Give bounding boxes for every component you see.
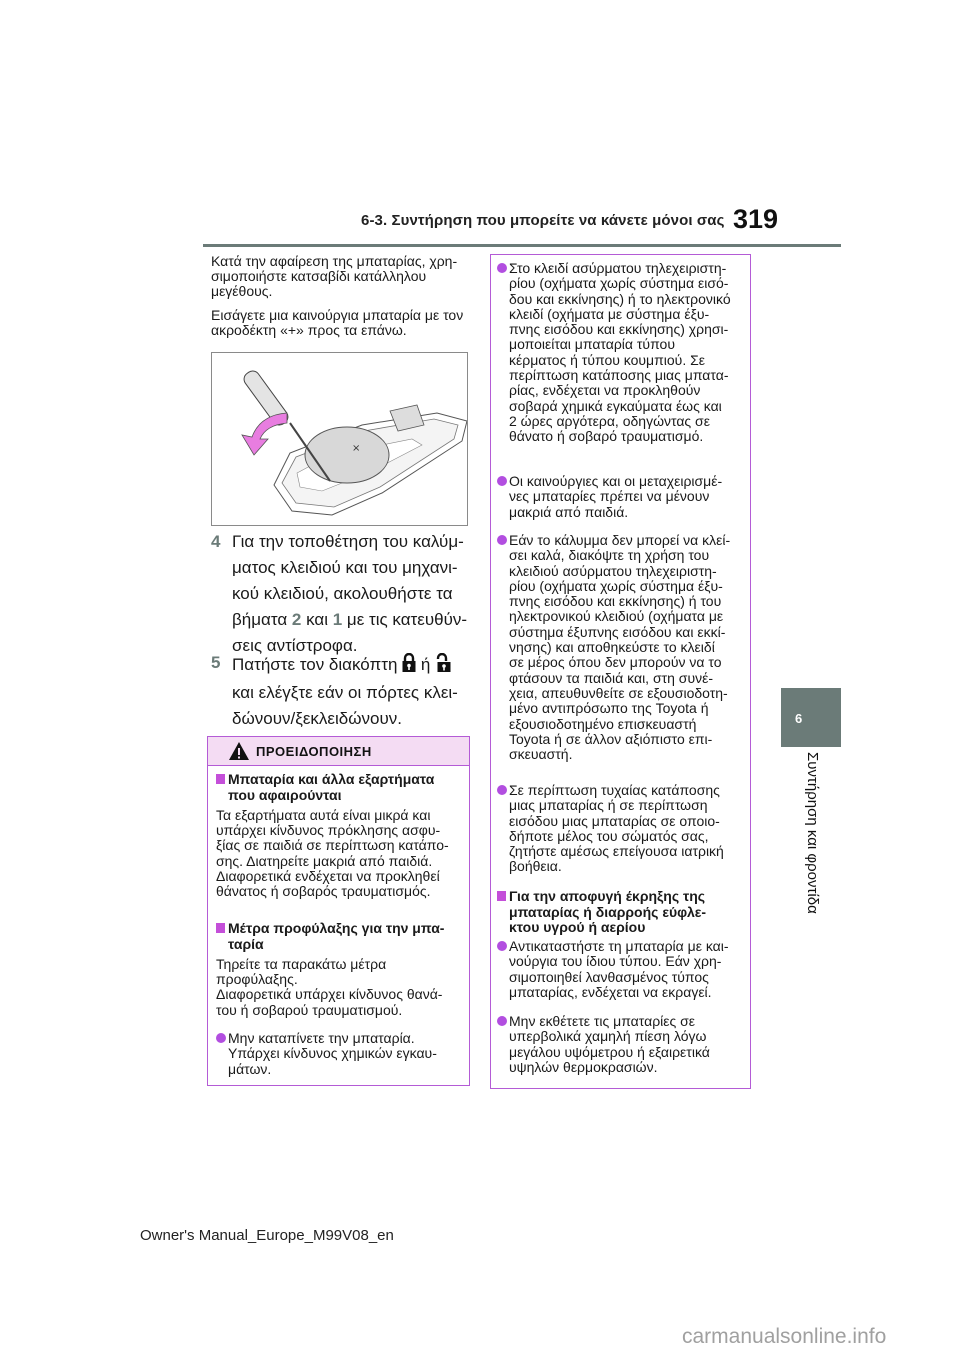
bullet-dot-icon (497, 476, 507, 486)
square-bullet-icon (216, 774, 225, 784)
step-line: Πατήστε τον διακόπτη ή (232, 650, 482, 680)
step-line: ματος κλειδιού και του μηχανι- (232, 558, 458, 577)
step-4 (211, 529, 476, 659)
step-line: σεις αντίστροφα. (232, 636, 358, 655)
list-item: Εάν το κάλυμμα δεν μπορεί να κλεί- σει καλά, διακόψτε τη χρήση του κλειδιού ασύρματου τηλεχειριστη- ρίου (οχήματα χωρίς σύστημα έξυ- πνης εισόδου και εκκίνησης) ή του ηλεκτρονικού κλειδιού (οχήματα με σύστημα έξυπνης εισόδου και εκκί- νησης) και αποθηκεύστε το κλειδί σε μέρος όπου δεν μπορούν να το φτάσουν τα παιδιά και, στη συνέ- χεια, απευθυνθείτε σε εξουσιοδοτη- μένο αντιπρόσωπο της Toyota ή εξουσιοδοτημένο επισκευαστή Toyota ή σε άλλον αξιόπιστο επι- σκευαστή. (497, 533, 747, 765)
list-item: Σε περίπτωση τυχαίας κατάποσης μιας μπαταρίας ή σε περίπτωση εισόδου μιας μπαταρίας σε οποιο- δήποτε μέλος του σώματός σας, ζητήστε αμέσως επείγουσα ιατρική βοήθεια. (497, 783, 747, 877)
section-heading: Για την αποφυγή έκρηξης της μπαταρίας ή διαρροής εύφλε- κτου υγρού ή αερίου (497, 889, 747, 936)
step-line: και ελέγξτε εάν οι πόρτες κλει- (232, 683, 458, 702)
step-text (232, 529, 482, 659)
step-line: Για την τοποθέτηση του καλύμ- (232, 532, 464, 551)
svg-text:×: × (352, 443, 361, 454)
step-ref: 2 (291, 610, 302, 629)
document-id: Owner's Manual_Europe_M99V08_en (140, 1227, 394, 1244)
list-item: Στο κλειδί ασύρματου τηλεχειριστη- ρίου (οχήματα χωρίς σύστημα εισό- δου και εκκίνησης) ή το ηλεκτρονικό κλειδί (οχήματα με σύστημα έξυ- πνης εισόδου και εκκίνησης) χρησι- μοποιείται μπαταρία τύπου κέρματος ή τύπου κουμπιού. Σε περίπτωση κατάποσης μιας μπατα- ρίας, ενδέχεται να προκληθούν σοβαρά χημικά εγκαύματα έως και 2 ώρες αργότερα, οδηγώντας σε θάνατο ή σοβαρό τραυματισμό. (497, 261, 747, 447)
header-divider (203, 244, 841, 247)
chapter-tab[interactable] (781, 688, 841, 747)
section-body: Τα εξαρτήματα αυτά είναι μικρά και υπάρχει κίνδυνος πρόκλησης ασφυ- ξίας σε παιδιά σε περίπτωση κατάπο- σης. Διατηρείτε μακριά από παιδιά. Διαφορετικά ενδέχεται να προκληθεί θάνατος ή σοβαρός τραυματισμός. (216, 807, 449, 900)
section-heading: Μέτρα προφύλαξης για την μπα- (216, 921, 466, 937)
step-ref: 1 (332, 610, 343, 629)
bullet-dot-icon (497, 941, 507, 951)
square-bullet-icon (216, 923, 225, 933)
battery-removal-figure (211, 352, 468, 526)
warning-title: ΠΡΟΕΙΔΟΠΟΙΗΣΗ (256, 744, 372, 759)
warning-triangle-icon (228, 741, 250, 761)
warning-section (216, 921, 466, 1018)
page-number: 319 (733, 204, 779, 234)
list-item: Οι καινούργιες και οι μεταχειρισμέ- νες μπαταρίες πρέπει να μένουν μακριά από παιδιά. (497, 474, 747, 522)
chapter-label (781, 752, 841, 942)
list-item: Μην καταπίνετε την μπαταρία. Υπάρχει κίνδυνος χημικών εγκαυ- μάτων. (216, 1031, 466, 1081)
chapter-number: 6 (795, 711, 803, 726)
section-heading: Μπαταρία και άλλα εξαρτήματα (216, 772, 466, 788)
step-text (232, 650, 482, 732)
section-title: 6-3. Συντήρηση που μπορείτε να κάνετε μόνοι σας (361, 212, 725, 229)
list-item: Μην εκθέτετε τις μπαταρίες σε υπερβολικά χαμηλή πίεση λόγω μεγάλου υψόμετρου ή εξαιρετικά υψηλών θερμοκρασιών. (497, 1014, 747, 1078)
intro-paragraph: Εισάγετε μια καινούργια μπαταρία με τον ακροδέκτη «+» προς τα επάνω. (211, 307, 464, 339)
step-line: δώνουν/ξεκλειδώνουν. (232, 709, 402, 728)
unlock-icon (435, 653, 451, 673)
screwdriver-removing-key-battery-illustration (212, 353, 467, 525)
intro-paragraph: Κατά την αφαίρεση της μπαταρίας, χρη-σιμοποιήστε κατσαβίδι κατάλληλου μεγέθους. (211, 253, 458, 300)
bullet-dot-icon (497, 535, 507, 545)
warning-continuation-box (490, 254, 751, 1089)
step-line: βήματα 2 και 1 με τις κατευθύν- (232, 610, 468, 629)
bullet-dot-icon (216, 1033, 226, 1043)
step-number: 4 (211, 532, 221, 551)
step-5 (211, 650, 476, 740)
warning-header (208, 737, 469, 766)
list-item: Αντικαταστήστε τη μπαταρία με και- νούργια του ίδιου τύπου. Εάν χρη- σιμοποιηθεί λανθασμένος τύπος μπαταρίας, ενδέχεται να εκραγεί. (497, 939, 747, 1003)
section-heading: ταρία (228, 935, 264, 952)
bullet-dot-icon (497, 785, 507, 795)
step-line: κού κλειδιού, ακολουθήστε τα (232, 584, 453, 603)
chapter-label-text: Συντήρηση και φροντίδα (804, 752, 821, 914)
step-number: 5 (211, 653, 221, 672)
lock-icon (402, 653, 416, 673)
bullet-dot-icon (497, 1016, 507, 1026)
warning-box (207, 736, 470, 1086)
square-bullet-icon (497, 891, 506, 901)
section-heading: που αφαιρούνται (228, 786, 342, 803)
bullet-dot-icon (497, 263, 507, 273)
warning-section (216, 772, 466, 899)
section-body: Τηρείτε τα παρακάτω μέτρα προφύλαξης. Διαφορετικά υπάρχει κίνδυνος θανά- του ή σοβαρού τραυματισμού. (216, 956, 443, 1018)
watermark-link[interactable]: carmanualsonline.info (682, 1325, 887, 1348)
